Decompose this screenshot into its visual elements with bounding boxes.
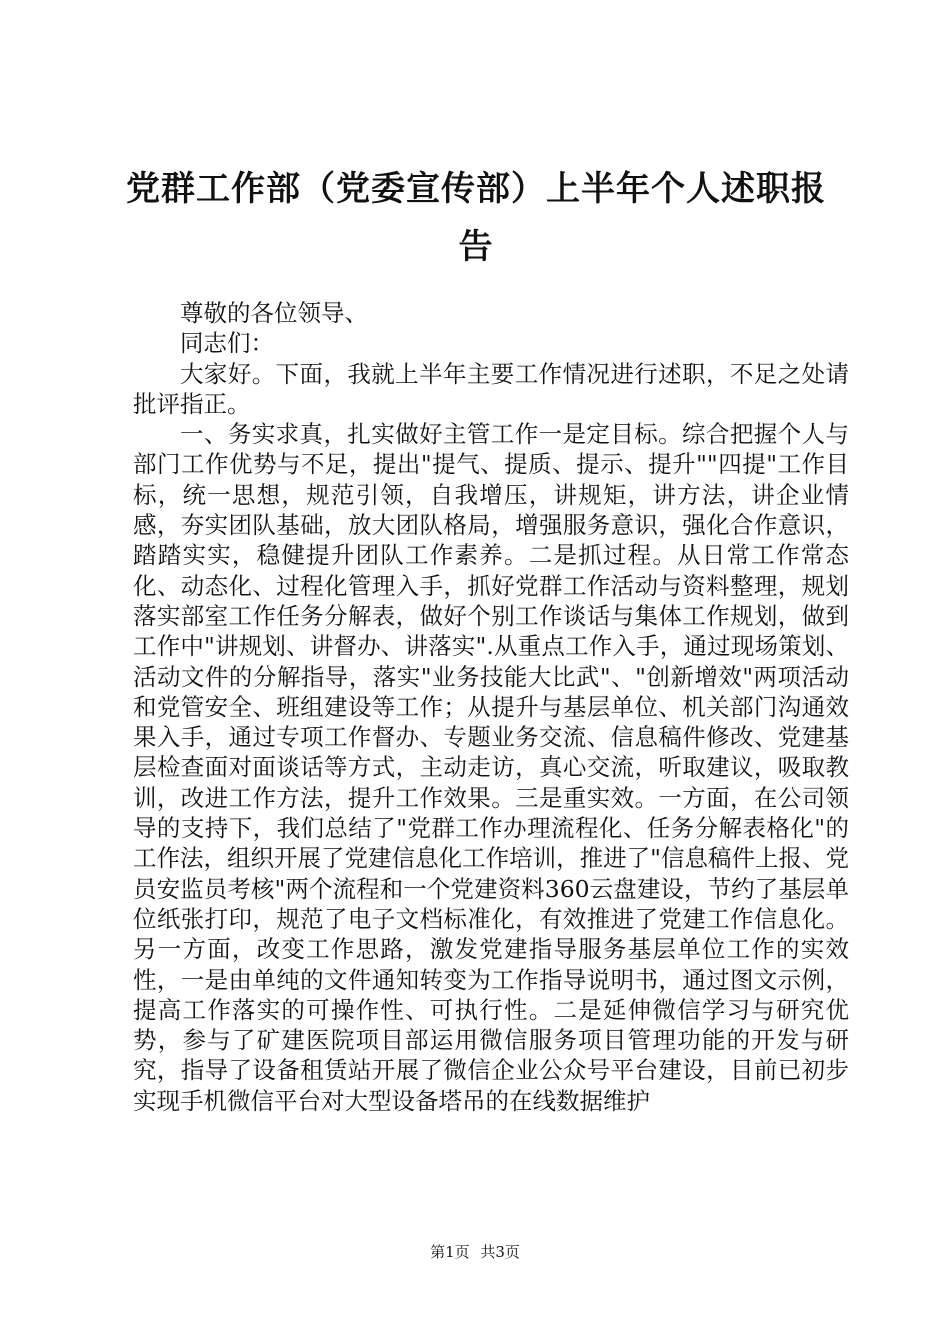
document-body: [133, 298, 849, 1116]
page-total: 共3页: [480, 1243, 520, 1261]
section-one-paragraph: 一、务实求真，扎实做好主管工作一是定目标。综合把握个人与部门工作优势与不足，提出"提气、提质、提示、提升""四提"工作目标，统一思想，规范引领，自我增压，讲规矩，讲方法，讲企业情感，夯实团队基础，放大团队格局，增强服务意识，强化合作意识，踏踏实实，稳健提升团队工作素养。二是抓过程。从日常工作常态化、动态化、过程化管理入手，抓好党群工作活动与资料整理，规划落实部室工作任务分解表，做好个别工作谈话与集体工作规划，做到工作中"讲规划、讲督办、讲落实".从重点工作入手，通过现场策划、活动文件的分解指导，落实"业务技能大比武"、"创新增效"两项活动和党管安全、班组建设等工作；从提升与基层单位、机关部门沟通效果入手，通过专项工作督办、专题业务交流、信息稿件修改、党建基层检查面对面谈话等方式，主动走访，真心交流，听取建议，吸取教训，改进工作方法，提升工作效果。三是重实效。一方面，在公司领导的支持下，我们总结了"党群工作办理流程化、任务分解表格化"的工作法，组织开展了党建信息化工作培训，推进了"信息稿件上报、党员安监员考核"两个流程和一个党建资料360云盘建设，节约了基层单位纸张打印，规范了电子文档标准化，有效推进了党建工作信息化。另一方面，改变工作思路，激发党建指导服务基层单位工作的实效性，一是由单纯的文件通知转变为工作指导说明书，通过图文示例，提高工作落实的可操作性、可执行性。二是延伸微信学习与研究优势，参与了矿建医院项目部运用微信服务项目管理功能的开发与研究，指导了设备租赁站开展了微信企业公众号平台建设，目前已初步实现手机微信平台对大型设备塔吊的在线数据维护: [133, 420, 849, 1115]
page-footer: [0, 1242, 950, 1262]
document-title: [118, 160, 834, 276]
title-line-1: 党群工作部（党委宣传部）上半年个人述职报: [126, 169, 826, 209]
title-line-2: 告: [458, 227, 494, 267]
opening-paragraph: 大家好。下面，我就上半年主要工作情况进行述职，不足之处请批评指正。: [133, 359, 849, 418]
salutation-line-2: 同志们：: [180, 329, 274, 358]
page-number: 第1页: [430, 1243, 470, 1261]
salutation-line-1: 尊敬的各位领导、: [180, 299, 368, 327]
